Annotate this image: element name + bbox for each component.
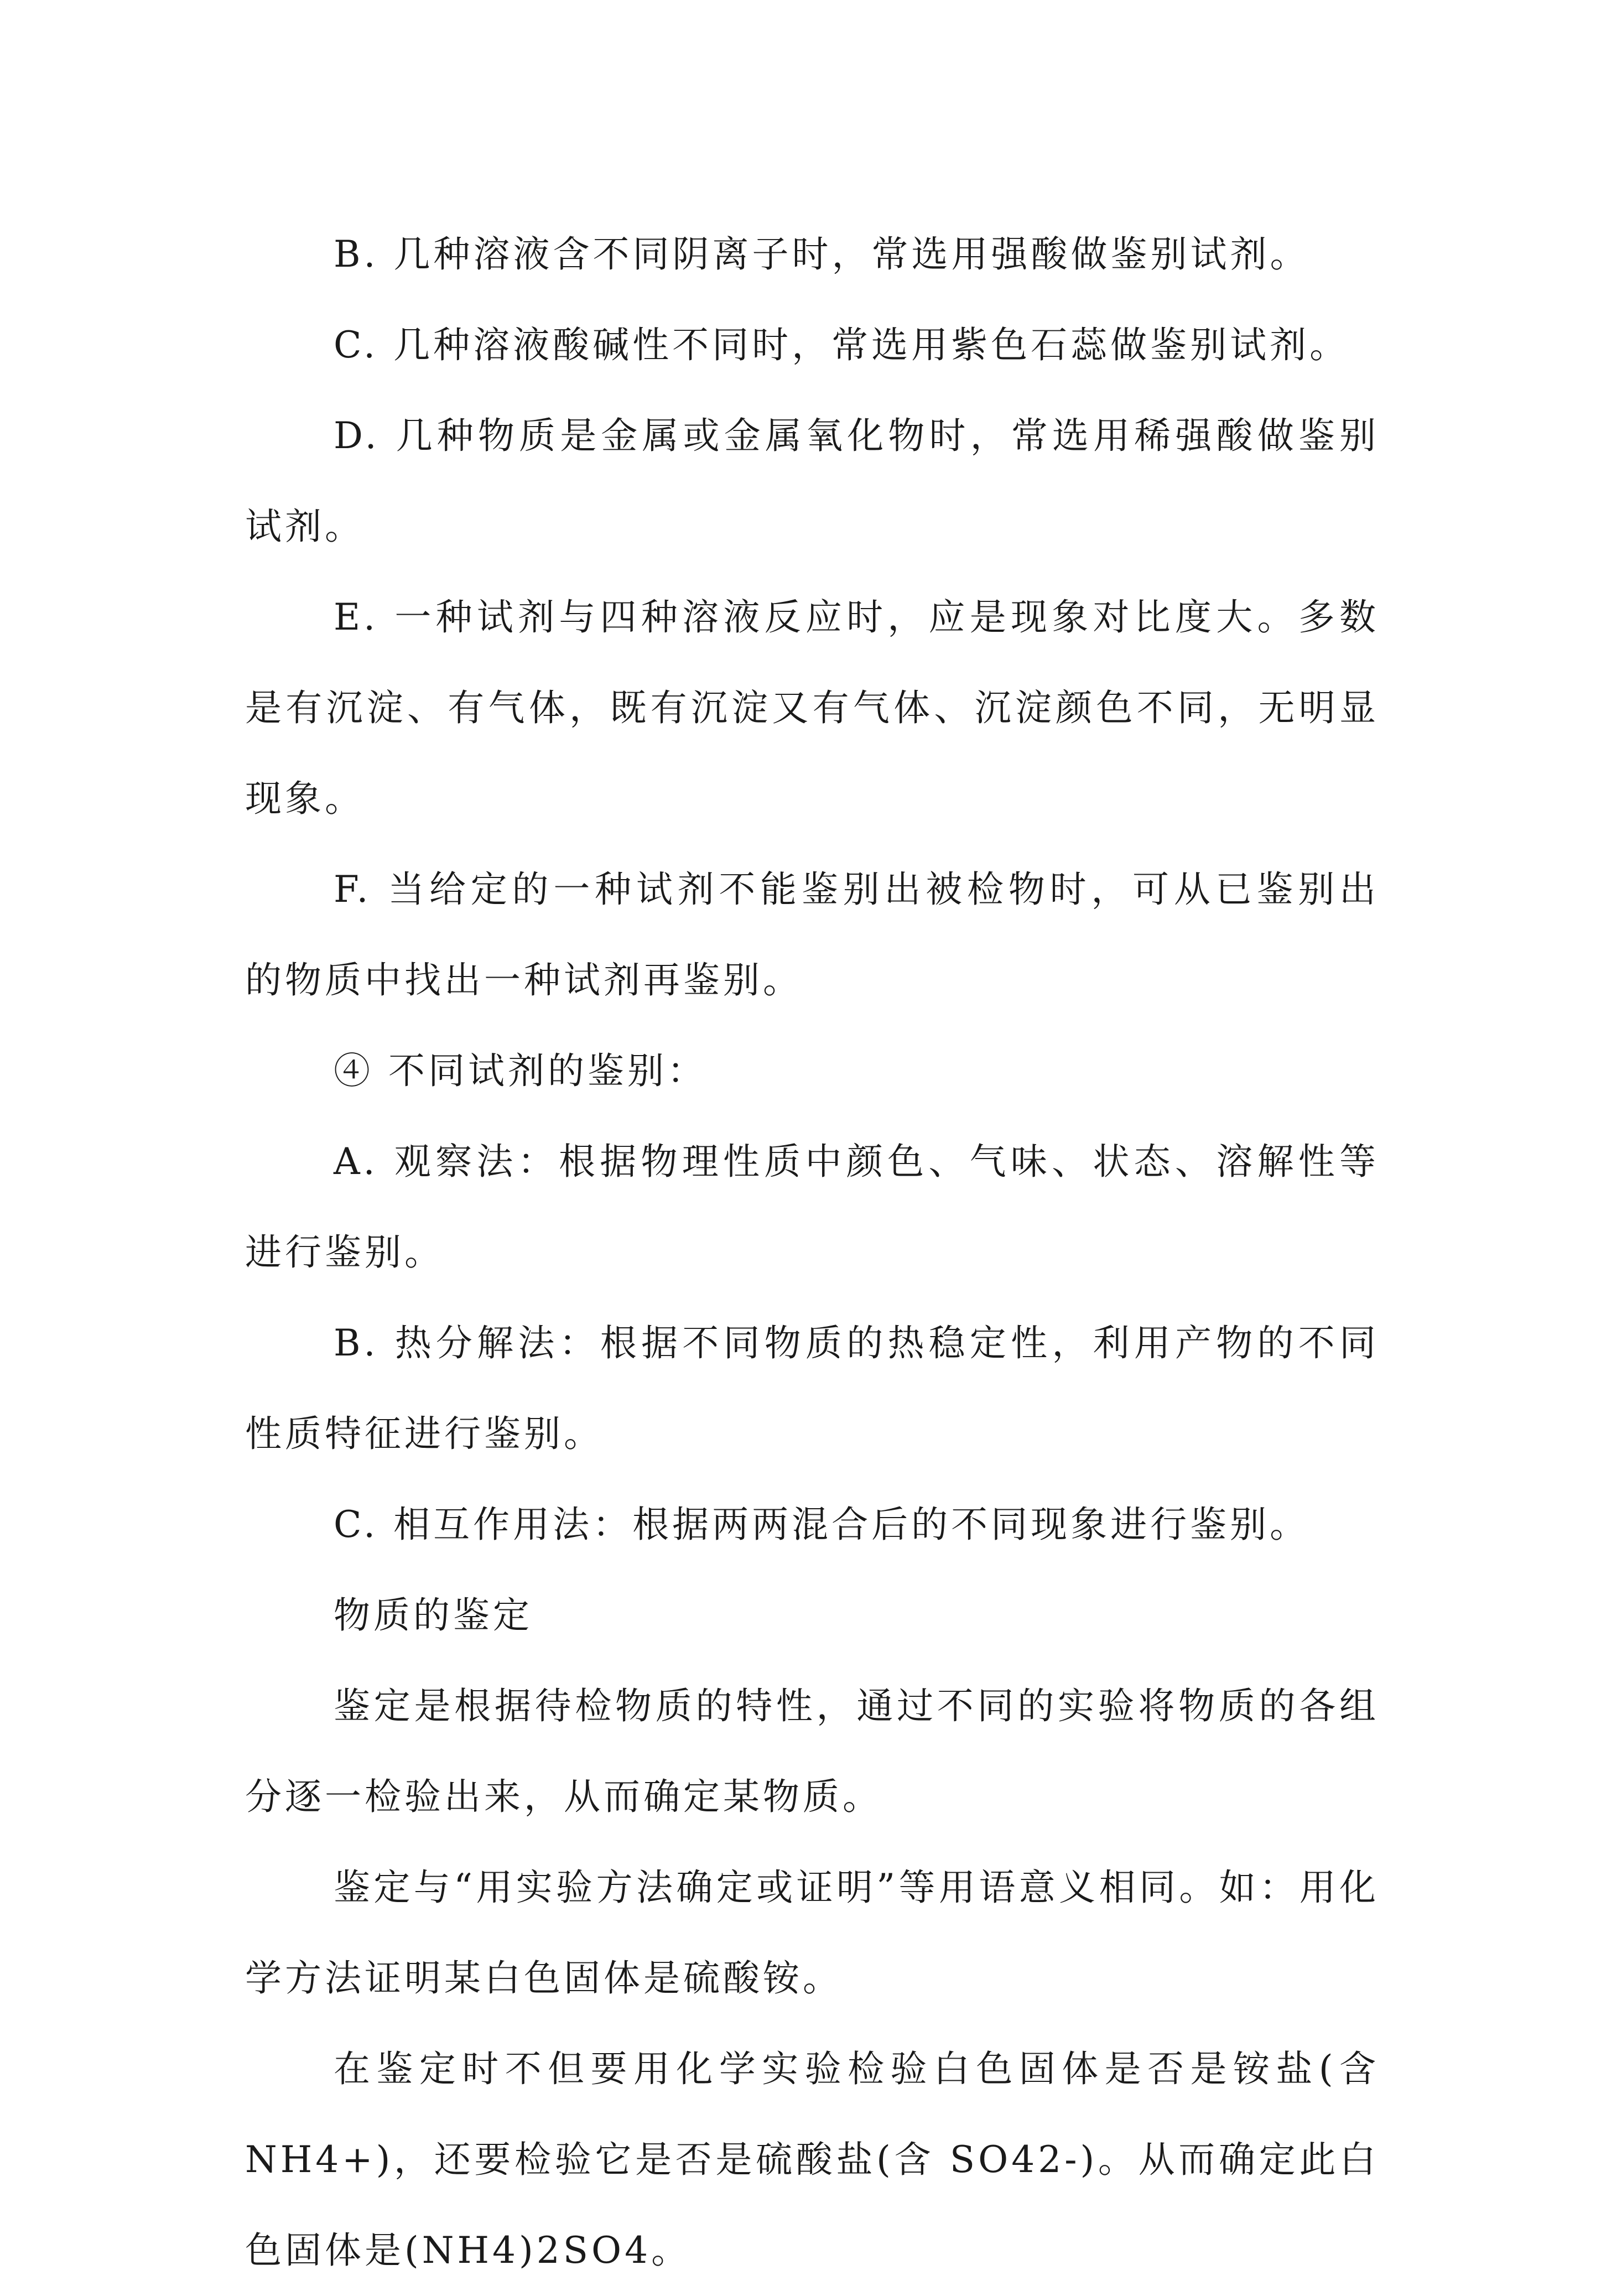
- option-b-strong-acid: B. 几种溶液含不同阴离子时，常选用强酸做鉴别试剂。: [334, 233, 1310, 276]
- method-a-observation: A. 观察法：根据物理性质中颜色、气味、状态、溶解性等进行鉴别。: [245, 1140, 1379, 1274]
- option-c-litmus: C. 几种溶液酸碱性不同时，常选用紫色石蕊做鉴别试剂。: [334, 324, 1350, 366]
- section-heading-identification: 物质的鉴定: [334, 1594, 533, 1637]
- option-f-reuse-reagent: F. 当给定的一种试剂不能鉴别出被检物时，可从已鉴别出的物质中找出一种试剂再鉴别。: [245, 868, 1379, 1001]
- method-c-mutual-reaction: C. 相互作用法：根据两两混合后的不同现象进行鉴别。: [334, 1503, 1310, 1546]
- identification-procedure: 在鉴定时不但要用化学实验检验白色固体是否是铵盐(含 NH4+)，还要检验它是否是硫酸盐(含 SO42-)。从而确定此白色固体是(NH4)2SO4。: [245, 2048, 1379, 2272]
- identification-example: 鉴定与“用实验方法确定或证明”等用语意义相同。如：用化学方法证明某白色固体是硫酸铵。: [245, 1866, 1379, 1999]
- method-b-thermal-decomposition: B. 热分解法：根据不同物质的热稳定性，利用产物的不同性质特征进行鉴别。: [245, 1322, 1379, 1455]
- section-heading-different-reagents: ④ 不同试剂的鉴别：: [334, 1050, 707, 1092]
- option-d-dilute-acid: D. 几种物质是金属或金属氧化物时，常选用稀强酸做鉴别试剂。: [245, 414, 1379, 548]
- option-e-contrast: E. 一种试剂与四种溶液反应时，应是现象对比度大。多数是有沉淀、有气体，既有沉淀又有气体、沉淀颜色不同，无明显现象。: [245, 596, 1379, 820]
- identification-definition: 鉴定是根据待检物质的特性，通过不同的实验将物质的各组分逐一检验出来，从而确定某物质。: [245, 1685, 1379, 1818]
- document-body: [245, 209, 1379, 2296]
